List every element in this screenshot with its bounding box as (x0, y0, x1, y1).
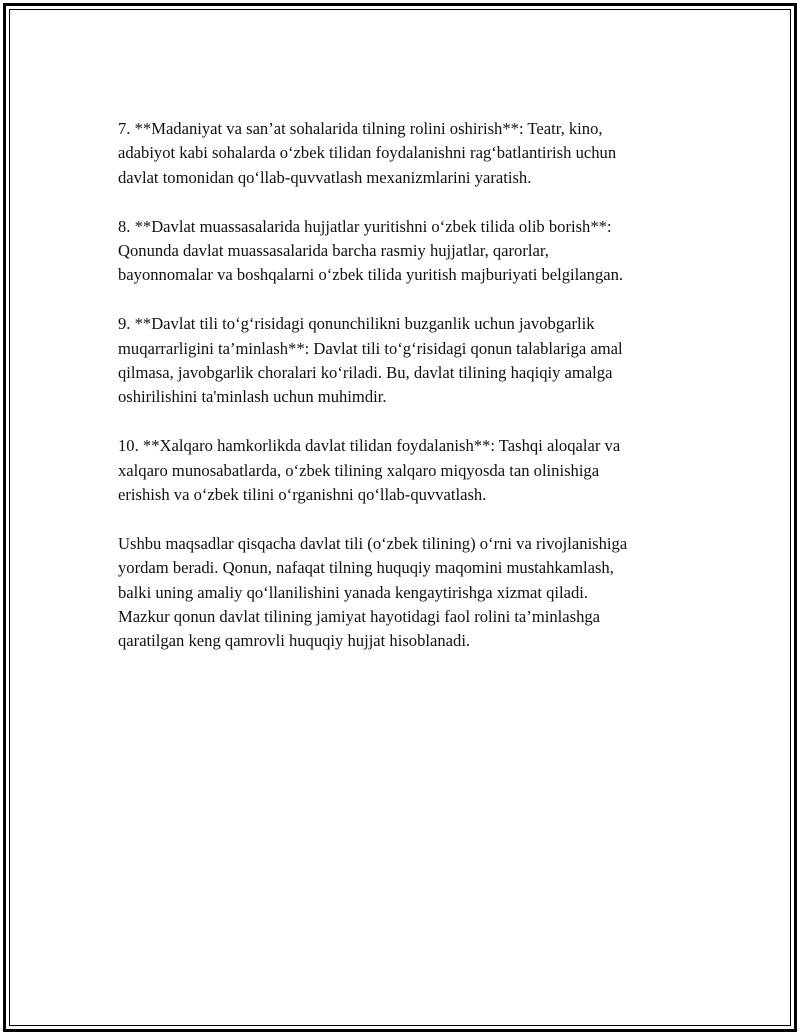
text-line: 7. **Madaniyat va san’at sohalarida tilning rolini oshirish**: Teatr, kino, (118, 119, 603, 138)
paragraph-item-8 (118, 215, 698, 288)
text-line: bayonnomalar va boshqalarni o‘zbek tilida yuritish majburiyati belgilangan. (118, 265, 624, 285)
text-line: oshirilishini ta'minlash uchun muhimdir. (118, 387, 387, 407)
text-line: Mazkur qonun davlat tilining jamiyat hayotidagi faol rolini ta’minlashga (118, 607, 601, 627)
text-line: muqarrarligini ta’minlash**: Davlat tili to‘g‘risidagi qonun talablariga amal (118, 338, 623, 358)
text-line: 10. **Xalqaro hamkorlikda davlat tilidan foydalanish**: Tashqi aloqalar va (118, 436, 621, 456)
text-line: xalqaro munosabatlarda, o‘zbek tilining xalqaro miqyosda tan olinishiga (118, 460, 600, 480)
paragraph-item-9 (118, 312, 698, 410)
text-line: 8. **Davlat muassasalarida hujjatlar yuritishni o‘zbek tilida olib borish**: (118, 216, 612, 236)
paragraph-item-10 (118, 434, 698, 507)
text-line: davlat tomonidan qo‘llab-quvvatlash mexanizmlarini yaratish. (118, 167, 532, 187)
text-line: balki uning amaliy qo‘llanilishini yanada kengaytirishga xizmat qiladi. (118, 582, 589, 602)
paragraph-conclusion (118, 532, 698, 654)
paragraph-item-7 (118, 117, 698, 190)
text-line: Ushbu maqsadlar qisqacha davlat tili (o‘zbek tilining) o‘rni va rivojlanishiga (118, 533, 628, 553)
text-line: yordam beradi. Qonun, nafaqat tilning huquqiy maqomini mustahkamlash, (118, 558, 614, 578)
text-line: erishish va o‘zbek tilini o‘rganishni qo‘llab-quvvatlash. (118, 485, 487, 505)
document-body (118, 117, 698, 678)
text-line: Qonunda davlat muassasalarida barcha rasmiy hujjatlar, qarorlar, (118, 241, 549, 261)
text-line: qaratilgan keng qamrovli huquqiy hujjat hisoblanadi. (118, 631, 471, 651)
text-line: adabiyot kabi sohalarda o‘zbek tilidan foydalanishni rag‘batlantirish uchun (118, 143, 617, 163)
text-line: qilmasa, javobgarlik choralari ko‘riladi. Bu, davlat tilining haqiqiy amalga (118, 363, 613, 383)
text-line: 9. **Davlat tili to‘g‘risidagi qonunchilikni buzganlik uchun javobgarlik (118, 314, 595, 334)
